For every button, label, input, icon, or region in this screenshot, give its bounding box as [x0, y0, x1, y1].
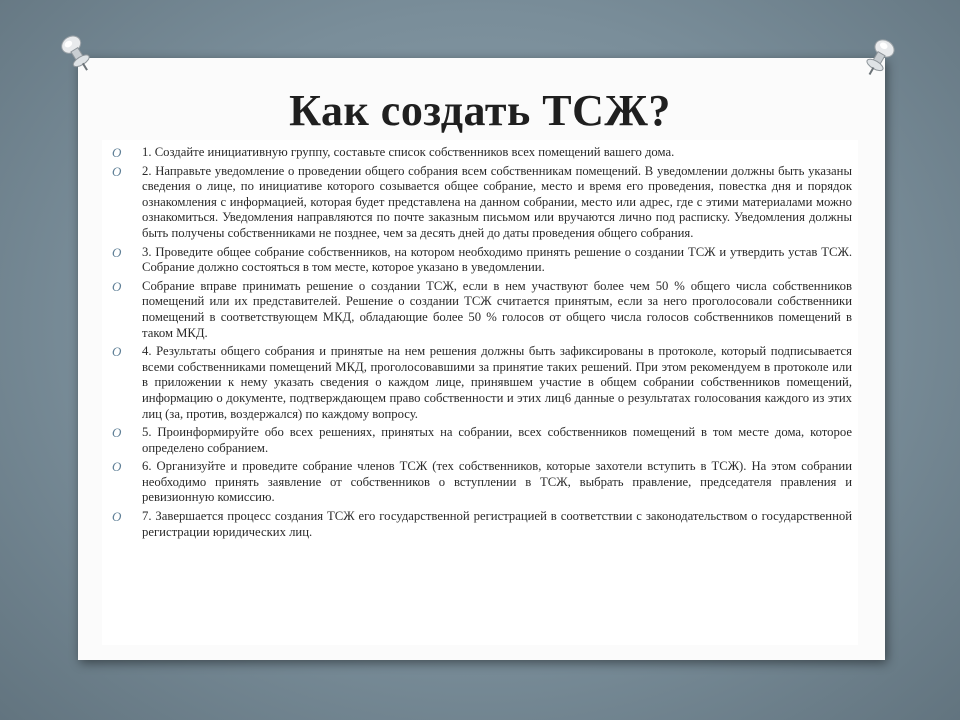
- list-item: O 6. Организуйте и проведите собрание членов ТСЖ (тех собственников, которые захотели вступить в ТСЖ). На этом собрании необходимо принять заявление от собственников о вступлении в ТСЖ, выбрать правление, председателя правления и ревизионную комиссию.: [112, 459, 852, 505]
- list-item: O 3. Проведите общее собрание собственников, на котором необходимо принять решение о создании ТСЖ и утвердить устав ТСЖ. Собрание должно состояться в том месте, которое указано в уведомлении.: [112, 244, 852, 275]
- bullet-marker: O: [112, 244, 122, 260]
- list-item: O 4. Результаты общего собрания и принятые на нем решения должны быть зафиксированы в протоколе, который подписывается всеми собственниками помещений МКД, проголосовавшими за принятие таких решений. При этом рекомендуем в протоколе или в приложении к нему указать сведения о каждом лице, принявшем участие в общем собрании собственников помещений, информацию о документе, подтверждающем право собственности и этих лиц6 данные о результатах голосования каждого из этих лиц (за, против, воздержался) по каждому вопросу.: [112, 344, 852, 421]
- bullet-marker: O: [112, 278, 122, 294]
- list-item: O Собрание вправе принимать решение о создании ТСЖ, если в нем участвуют более чем 50 % общего числа собственников помещений или их представителей. Решение о создании ТСЖ считается принятым, если за него проголосовали собственники помещений в соответствующем МКД, обладающие более 50 % голосов от общего числа голосов собственников помещений в таком МКД.: [112, 278, 852, 340]
- bullet-marker: O: [112, 145, 122, 160]
- bullet-list: [102, 140, 858, 540]
- bullet-marker: O: [112, 163, 122, 179]
- bullet-marker: O: [112, 509, 122, 525]
- slide-content-box: [102, 140, 858, 645]
- list-item: O 5. Проинформируйте обо всех решениях, принятых на собрании, всех собственников помещений в том месте дома, которое определено собранием.: [112, 425, 852, 455]
- bullet-marker: O: [112, 425, 122, 441]
- list-item: O 2. Направьте уведомление о проведении общего собрания всем собственникам помещений. В уведомлении должны быть указаны сведения о лице, по инициативе которого созывается общее собрание, место и время его проведения, повестка дня и порядок ознакомления с информацией, которая будет представлена на данном собрании, место или адрес, где с этими материалами можно ознакомиться. Уведомления направляются по почте заказным письмом или вручаются лично под расписку. Уведомления должны быть получены собственниками не позднее, чем за десять дней до даты проведения общего собрания.: [112, 163, 852, 240]
- list-item: O 7. Завершается процесс создания ТСЖ его государственной регистрацией в соответствии с законодательством о государственной регистрации юридических лиц.: [112, 509, 852, 539]
- bullet-marker: O: [112, 459, 122, 475]
- bullet-marker: O: [112, 344, 122, 360]
- list-item: O 1. Создайте инициативную группу, составьте список собственников всех помещений вашего дома.: [112, 145, 675, 160]
- slide-title: Как создать ТСЖ?: [289, 86, 671, 135]
